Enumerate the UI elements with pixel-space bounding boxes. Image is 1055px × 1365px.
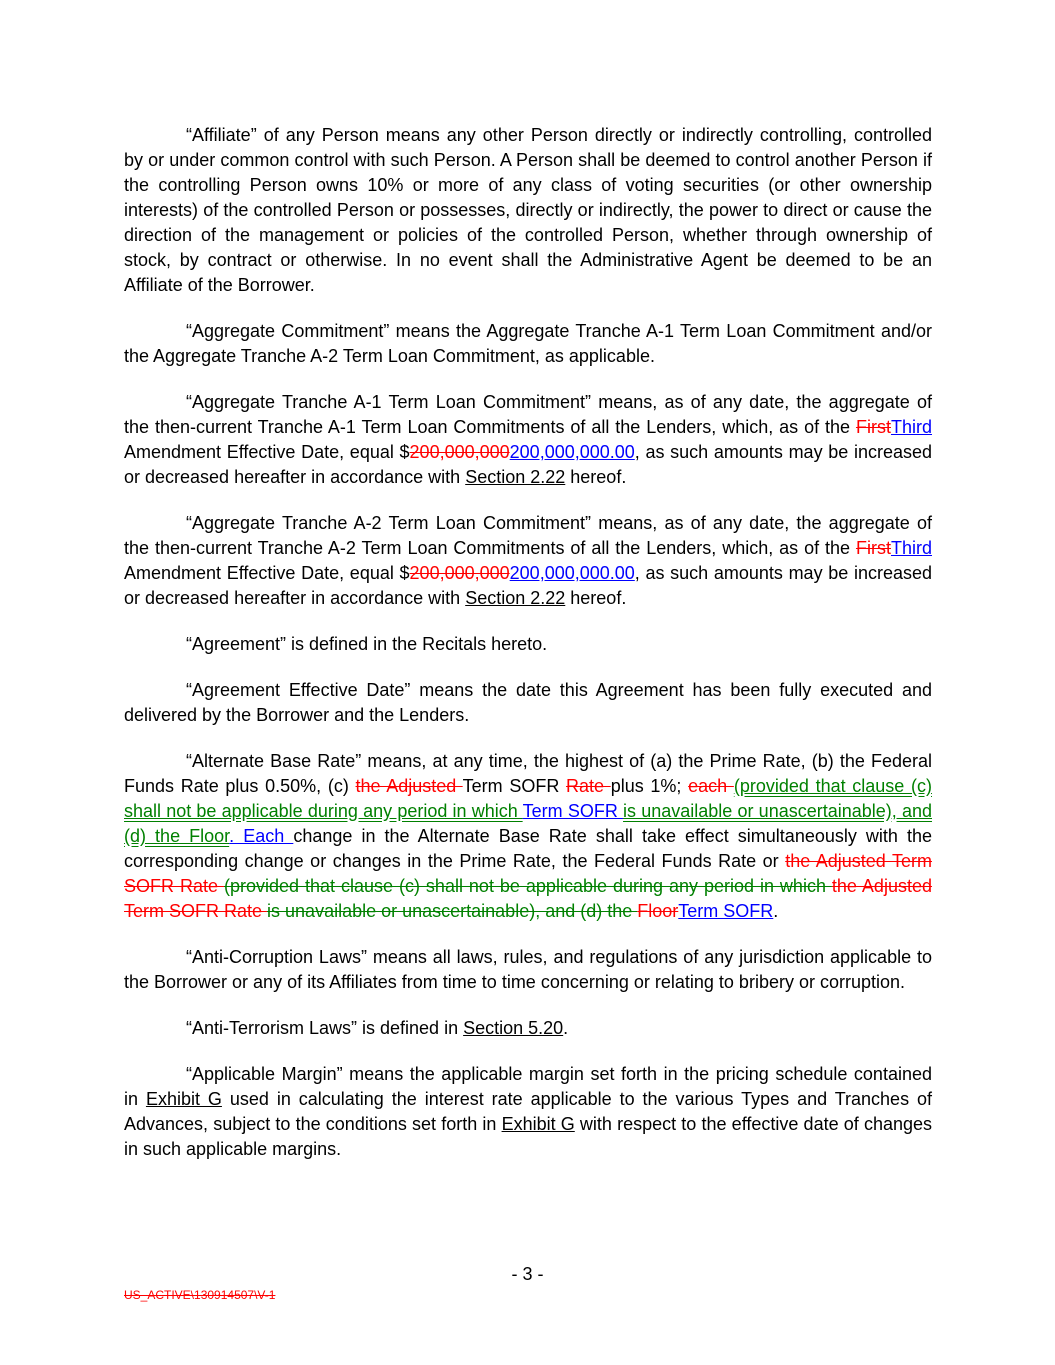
text-run: used in calculating the interest rate applicable to the various Types and Tranches of Advances, subject to the conditions set forth in [124, 1089, 933, 1134]
text-run: “Aggregate Tranche A-2 Term Loan Commitment” means, as of any date, the aggregate of the then-current Tranche A-2 Term Loan Commitments of all the Lenders, which, as of the [124, 513, 932, 558]
text-run: “Anti-Terrorism Laws” is defined in [186, 1018, 464, 1038]
inserted-text: 200,000,000.00 [509, 563, 635, 583]
deleted-text: Floor [637, 901, 679, 921]
deleted-text: the Adjusted [355, 776, 463, 796]
moved-from-text: is unavailable or unascertainable), and (d) the [267, 901, 638, 921]
definition-paragraph [124, 945, 932, 995]
inserted-text: Third [890, 417, 932, 437]
text-run: with respect to the effective date of changes in such applicable margins. [124, 1114, 932, 1159]
text-run: “Agreement” is defined in the Recitals hereto. [186, 634, 548, 654]
document-id: US_ACTIVE\130914507\V-1 [124, 1288, 276, 1302]
definition-paragraph [124, 678, 932, 728]
definition-paragraph [124, 511, 932, 611]
text-run: hereof. [565, 467, 627, 487]
text-run: , as such amounts may be increased or decreased hereafter in accordance with [124, 442, 932, 487]
document-body [124, 123, 932, 1183]
section-reference: Exhibit G [145, 1089, 222, 1109]
text-run: “Agreement Effective Date” means the date this Agreement has been fully executed and delivered by the Borrower and the Lenders. [124, 680, 932, 725]
text-run: . [773, 901, 779, 921]
moved-to-text: (provided that clause (c) shall not be applicable during any period in which [124, 776, 932, 821]
definition-paragraph [124, 319, 932, 369]
deleted-text: First [855, 538, 891, 558]
deleted-text: 200,000,000 [409, 563, 510, 583]
text-run: Amendment Effective Date, equal $ [124, 563, 410, 583]
deleted-text: First [855, 417, 891, 437]
inserted-text: . Each [229, 826, 294, 846]
inserted-text: Third [890, 538, 932, 558]
section-reference: Section 5.20 [463, 1018, 564, 1038]
inserted-text: Term SOFR [522, 801, 624, 821]
deleted-text: the Adjusted Term SOFR Rate [124, 851, 932, 896]
definition-paragraph [124, 749, 932, 924]
text-run: , as such amounts may be increased or decreased hereafter in accordance with [124, 563, 932, 608]
text-run: Term SOFR [462, 776, 567, 796]
deleted-text: the Adjusted Term SOFR Rate [124, 876, 932, 921]
definition-paragraph [124, 632, 932, 657]
page-number: - 3 - [511, 1264, 544, 1284]
text-run: hereof. [565, 588, 627, 608]
definition-paragraph [124, 390, 932, 490]
deleted-text: 200,000,000 [409, 442, 510, 462]
section-reference: Section 2.22 [465, 467, 566, 487]
text-run: plus 1%; [610, 776, 689, 796]
inserted-text: 200,000,000.00 [509, 442, 635, 462]
text-run: “Anti-Corruption Laws” means all laws, rules, and regulations of any jurisdiction applicable to the Borrower or any of its Affiliates from time to time concerning or relating to bribery or corruption. [124, 947, 932, 992]
text-run: “Aggregate Tranche A-1 Term Loan Commitment” means, as of any date, the aggregate of the then-current Tranche A-1 Term Loan Commitments of all the Lenders, which, as of the [124, 392, 932, 437]
text-run: “Applicable Margin” means the applicable margin set forth in the pricing schedule contained in [124, 1064, 932, 1109]
definition-paragraph [124, 1016, 932, 1041]
text-run: . [563, 1018, 569, 1038]
section-reference: Exhibit G [501, 1114, 575, 1134]
text-run: Amendment Effective Date, equal $ [124, 442, 410, 462]
section-reference: Section 2.22 [465, 588, 566, 608]
text-run: “Affiliate” of any Person means any other Person directly or indirectly controlling, controlled by or under common control with such Person. A Person shall be deemed to control another Person if the controlling Person owns 10% or more of any class of voting securities (or other ownership interests) of the controlled Person or possesses, directly or indirectly, the power to direct or cause the direction of the management or policies of the controlled Person, whether through ownership of stock, by contract or otherwise. In no event shall the Administrative Agent be deemed to be an Affiliate of the Borrower. [124, 125, 932, 295]
moved-from-text: (provided that clause (c) shall not be applicable during any period in which [223, 876, 832, 896]
definition-paragraph [124, 1062, 932, 1162]
deleted-text: Rate [566, 776, 611, 796]
text-run: change in the Alternate Base Rate shall take effect simultaneously with the corresponding change or changes in the Prime Rate, the Federal Funds Rate or [124, 826, 933, 871]
inserted-text: Term SOFR [678, 901, 774, 921]
moved-to-text: is unavailable or unascertainable), and (d) the Floor [124, 801, 932, 846]
definition-paragraph [124, 123, 932, 298]
text-run: “Aggregate Commitment” means the Aggregate Tranche A-1 Term Loan Commitment and/or the Aggregate Tranche A-2 Term Loan Commitment, as applicable. [124, 321, 932, 366]
deleted-text: each [688, 776, 734, 796]
text-run: “Alternate Base Rate” means, at any time, the highest of (a) the Prime Rate, (b) the Federal Funds Rate plus 0.50%, (c) [124, 751, 932, 796]
